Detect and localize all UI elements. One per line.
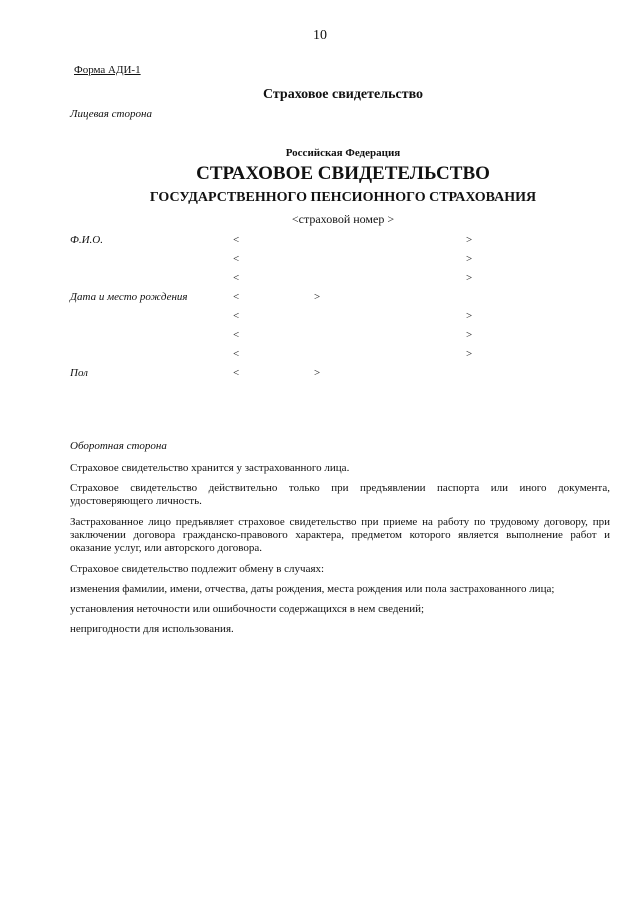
back-paragraph-1: Страховое свидетельство хранится у застрахованного лица. [70, 462, 350, 474]
birth-place-open-bracket-3: < [233, 348, 240, 360]
birth-date-close-bracket: > [314, 291, 321, 303]
fio-close-bracket-1: > [466, 234, 473, 246]
fio-open-bracket-2: < [233, 253, 240, 265]
certificate-subtitle: ГОСУДАРСТВЕННОГО ПЕНСИОННОГО СТРАХОВАНИЯ [149, 190, 537, 205]
back-paragraph-2: Страховое свидетельство действительно только при предъявлении паспорта или иного документа, удостоверяющего личность. [70, 482, 610, 507]
birth-place-open-bracket-1: < [233, 310, 240, 322]
birth-date-open-bracket: < [233, 291, 240, 303]
page-number: 10 [313, 28, 327, 43]
fio-open-bracket-3: < [233, 272, 240, 284]
birth-place-open-bracket-2: < [233, 329, 240, 341]
back-paragraph-4: Страховое свидетельство подлежит обмену в случаях: [70, 563, 325, 575]
exchange-case-3: непригодности для использования. [70, 623, 234, 635]
sex-close-bracket: > [314, 367, 321, 379]
sex-label: Пол [70, 367, 88, 379]
fio-label: Ф.И.О. [70, 234, 103, 246]
insurance-number-placeholder: <страховой номер > [291, 212, 395, 226]
exchange-case-2: установления неточности или ошибочности содержащихся в нем сведений; [70, 603, 425, 615]
fio-open-bracket-1: < [233, 234, 240, 246]
exchange-case-1: изменения фамилии, имени, отчества, даты рождения, места рождения или пола застрахованного лица; [70, 583, 555, 595]
sex-open-bracket: < [233, 367, 240, 379]
country-name: Российская Федерация [285, 147, 401, 159]
birth-label: Дата и место рождения [70, 291, 188, 303]
form-label: Форма АДИ-1 [74, 64, 141, 76]
front-side-label: Лицевая сторона [70, 108, 152, 120]
fio-close-bracket-3: > [466, 272, 473, 284]
fio-close-bracket-2: > [466, 253, 473, 265]
back-side-label: Оборотная сторона [70, 440, 167, 452]
certificate-title: СТРАХОВОЕ СВИДЕТЕЛЬСТВО [196, 163, 490, 184]
birth-place-close-bracket-2: > [466, 329, 473, 341]
birth-place-close-bracket-1: > [466, 310, 473, 322]
document-title: Страховое свидетельство [262, 87, 424, 102]
back-paragraph-3: Застрахованное лицо предъявляет страховое свидетельство при приеме на работу по трудовому договору, при заключении договора гражданско-правового характера, предметом которого является выполнение работ и оказание услуг, или авторского договора. [70, 516, 610, 554]
birth-place-close-bracket-3: > [466, 348, 473, 360]
